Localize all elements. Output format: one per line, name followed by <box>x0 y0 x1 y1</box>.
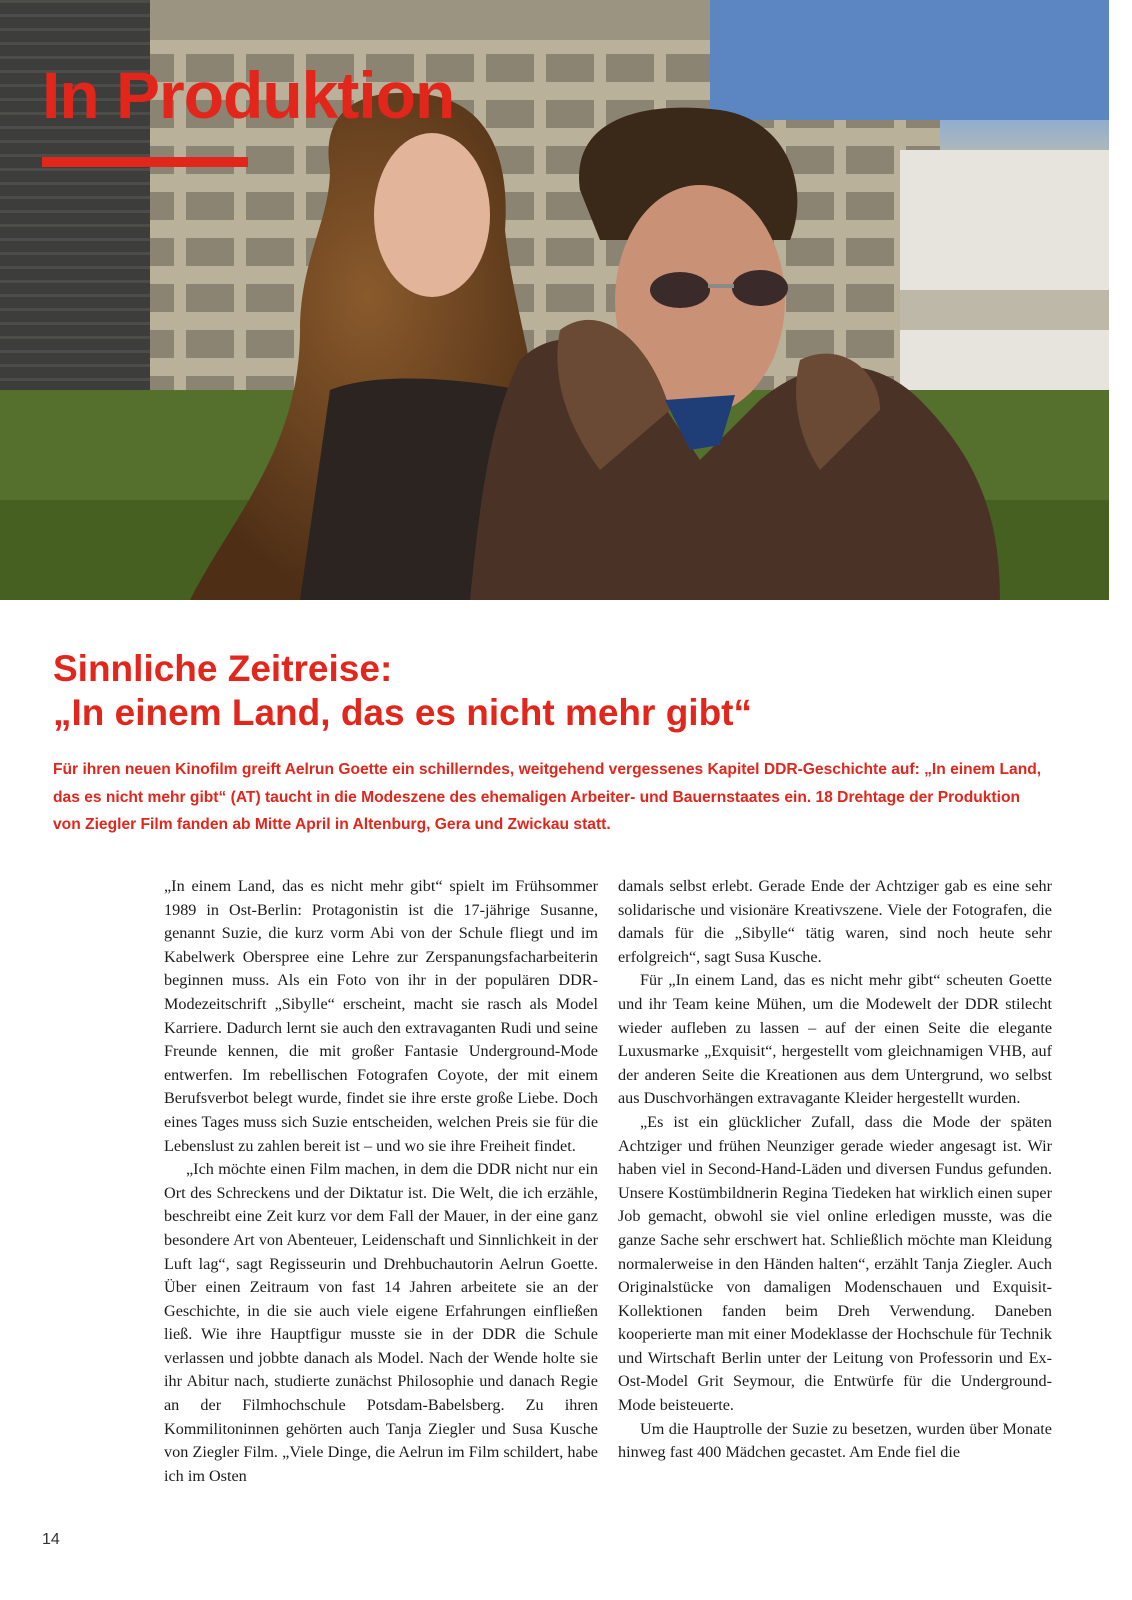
title-rule <box>42 157 248 167</box>
paragraph: Für „In einem Land, das es nicht mehr gibt“ scheuten Goette und ihr Team keine Mühen, um die Modewelt der DDR stilecht wieder aufleben zu lassen – auf der einen Seite die elegante Luxusmarke „Exquisit“, hergestellt vom gleichnamigen VHB, auf der anderen Seite die Kreationen aus dem Untergrund, wo selbst aus Duschvorhängen extravagante Kleider hergestellt wurden. <box>618 971 1052 1108</box>
section-title: In Produktion <box>42 58 455 132</box>
page-number: 14 <box>42 1531 60 1548</box>
article-lead: Für ihren neuen Kinofilm greift Aelrun Goette ein schillerndes, weitgehend vergessenes Kapitel DDR-Geschichte auf: „In einem Land, das es nicht mehr gibt“ (AT) taucht in die Modeszene des ehemaligen Arbeiter- und Bauernstaates ein. 18 Drehtage der Produktion von Ziegler Film fanden ab Mitte April in Altenburg, Gera und Zwickau statt. <box>53 761 1042 833</box>
paragraph: Um die Hauptrolle der Suzie zu besetzen, wurden über Monate hinweg fast 400 Mädchen gecastet. Am Ende fiel die <box>618 1419 1052 1462</box>
headline-line-1: Sinnliche Zeitreise: <box>53 648 393 689</box>
paragraph: damals selbst erlebt. Gerade Ende der Achtziger gab es eine sehr solidarische und visionäre Kreativszene. Viele der Fotografen, die damals für die „Sibylle“ tätig waren, sind noch heute sehr erfolgreich“, sagt Susa Kusche. <box>618 877 1052 966</box>
text-column-right <box>618 875 1052 1465</box>
headline-line-2: „In einem Land, das es nicht mehr gibt“ <box>53 692 753 733</box>
text-column-left <box>164 875 598 1488</box>
paragraph: „Ich möchte einen Film machen, in dem die DDR nicht nur ein Ort des Schreckens und der Diktatur ist. Die Welt, die ich erzähle, beschreibt eine Zeit kurz vor dem Fall der Mauer, in der eine ganz besondere Art von Abenteuer, Leidenschaft und Sinnlichkeit in der Luft lag“, sagt Regisseurin und Drehbuchautorin Aelrun Goette. Über einen Zeitraum von fast 14 Jahren arbeitete sie an der Geschichte, in die sie auch viele eigene Erfahrungen einfließen ließ. Wie ihre Hauptfigur musste sie in der DDR die Schule verlassen und jobbte danach als Model. Nach der Wende holte sie ihr Abitur nach, studierte zunächst Philosophie und danach Regie an der Filmhochschule Potsdam-Babelsberg. Zu ihren Kommilitoninnen gehörten auch Tanja Ziegler und Susa Kusche von Ziegler Film. „Viele Dinge, die Aelrun im Film schildert, habe ich im Osten <box>164 1160 598 1485</box>
article-headline <box>53 647 1063 735</box>
paragraph: „Es ist ein glücklicher Zufall, dass die Mode der späten Achtziger und frühen Neunziger gerade wieder angesagt ist. Wir haben viel in Second-Hand-Läden und diversen Fundus gefunden. Unsere Kostümbildnerin Regina Tiedeken hat wirklich einen super Job gemacht, obwohl sie viel online erledigen musste, was die ganze Sache sehr erschwert hat. Schließlich möchte man Kleidung normalerweise in den Händen halten“, erzählt Tanja Ziegler. Auch Originalstücke von damaligen Modenschauen und Exquisit-Kollektionen fanden beim Dreh Verwendung. Daneben kooperierte man mit einer Modeklasse der Hochschule für Technik und Wirtschaft Berlin unter der Leitung von Professorin und Ex-Ost-Model Grit Seymour, die Entwürfe für die Underground-Mode beisteuerte. <box>618 1112 1052 1415</box>
paragraph: „In einem Land, das es nicht mehr gibt“ spielt im Frühsommer 1989 in Ost-Berlin: Protagonistin ist die 17-jährige Susanne, genannt Suzie, die kurz vorm Abi von der Schule fliegt und im Kabelwerk Oberspree eine Lehre zur Zerspanungsfacharbeiterin beginnen muss. Als ein Foto von ihr in der populären DDR-Modezeitschrift „Sibylle“ erscheint, macht sie rasch als Model Karriere. Dadurch lernt sie auch den extravaganten Rudi und seine Freunde kennen, die mit großer Fantasie Underground-Mode entwerfen. Im rebellischen Fotografen Coyote, der mit einem Berufsverbot belegt wurde, findet sie ihre erste große Liebe. Doch eines Tages muss sich Suzie entscheiden, welchen Preis sie für die Lebenslust zu zahlen bereit ist – und wo sie ihre Freiheit findet. <box>164 877 598 1155</box>
